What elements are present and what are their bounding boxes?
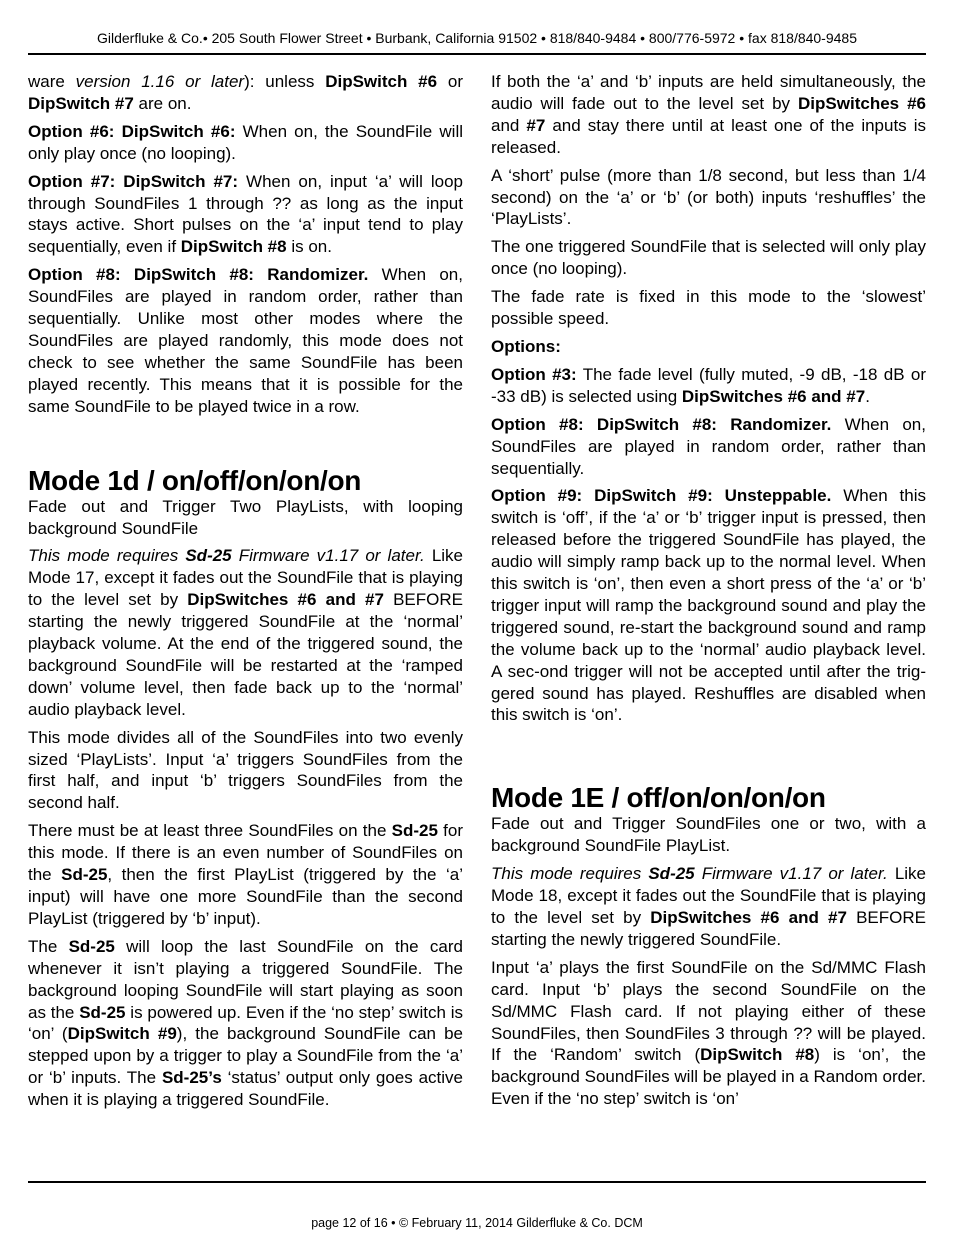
option-8: Option #8: DipSwitch #8: Randomizer. When on, SoundFiles are played in random order, rather than sequentially. Unlike most other modes where the SoundFiles are played randomly, this mode does not check to see whether the same SoundFile has been played recently. This means that it is possible for the same SoundFile to be played twice in a row. (28, 265, 463, 416)
spacer (28, 424, 463, 466)
option-8: Option #8: DipSwitch #8: Randomizer. When on, SoundFiles are played in random order, rather than sequentially. (491, 414, 926, 478)
paragraph: This mode requires Sd-25 Firmware v1.17 or later. Like Mode 17, except it fades out the SoundFile that is playing to the level set by DipSwitches #6 and #7 BEFORE starting the newly triggered SoundFile at the ‘normal’ playback volume. At the end of the triggered sound, the background SoundFile will be restarted at the ‘ramped down’ volume level, then fade back up to the ‘normal’ audio playback level. (28, 546, 463, 719)
paragraph: There must be at least three SoundFiles on the Sd-25 for this mode. If there is an even number of SoundFiles on the Sd-25, then the first PlayList (triggered by the ‘a’ input) will have one more SoundFile than the second PlayList (triggered by ‘b’ input). (28, 821, 464, 928)
page-header: Gilderfluke & Co.• 205 South Flower Street • Burbank, California 91502 • 818/840-9484 • 800/776-5972 • fax 818/840-9485 (97, 30, 857, 46)
right-column (491, 71, 926, 1110)
paragraph: A ‘short’ pulse (more than 1/8 second, but less than 1/4 second) on the ‘a’ or ‘b’ (or both) inputs ‘reshuffles’ the ‘PlayLists’. (491, 165, 926, 229)
left-column (28, 71, 463, 1111)
section-subtitle: Fade out and Trigger SoundFiles one or two, with a background SoundFile PlayList. (491, 814, 926, 856)
option-9: Option #9: DipSwitch #9: Unsteppable. When this switch is ‘off’, if the ‘a’ or ‘b’ trigger input is pressed, then released before the triggered SoundFile has played, the audio will simply ramp back up to the normal level. When this switch is ‘on’, then even a short press of the ‘a’ or ‘b’ trigger input will ramp the background sound and play the triggered sound, re-start the background sound and ramp the volume back up to the ‘normal’ audio playback level. A sec-ond trigger will not be accepted until after the trig-gered sound has played. Reshuffles are disabled when this switch is ‘on’. (491, 486, 926, 725)
header-divider (28, 53, 926, 55)
footer-divider (28, 1181, 926, 1183)
option-3: Option #3: The fade level (fully muted, -9 dB, -18 dB or -33 dB) is selected using DipSwitches #6 and #7. (491, 364, 926, 406)
paragraph: This mode divides all of the SoundFiles into two evenly sized ‘PlayLists’. Input ‘a’ triggers SoundFiles from the first half, and input ‘b’ triggers SoundFiles from the second half. (28, 727, 463, 813)
paragraph: ware version 1.16 or later): unless DipSwitch #6 or DipSwitch #7 are on. (28, 72, 463, 113)
options-heading: Options: (491, 336, 561, 356)
option-7: Option #7: DipSwitch #7: When on, input ‘a’ will loop through SoundFiles 1 through ?? as long as the input stays active. Short pulses on the ‘a’ input tend to play sequentially, even if DipSwitch #8 is on. (28, 171, 463, 257)
page-footer: page 12 of 16 • © February 11, 2014 Gilderfluke & Co. DCM (311, 1216, 643, 1230)
section-title-mode-1d: Mode 1d / on/off/on/on/on (28, 464, 362, 496)
paragraph: The one triggered SoundFile that is selected will only play once (no looping). (491, 237, 926, 279)
paragraph: Input ‘a’ plays the first SoundFile on the Sd/MMC Flash card. Input ‘b’ plays the second SoundFile on the Sd/MMC Flash card. If not playing either of these SoundFiles, then SoundFiles 3 through ?? will be played. If the ‘Random’ switch (DipSwitch #8) is ‘on’, the background SoundFiles will be played in a Random order. Even if the ‘no step’ switch is ‘on’ (491, 957, 926, 1109)
section-title-mode-1e: Mode 1E / off/on/on/on/on (491, 782, 826, 814)
paragraph: The Sd-25 will loop the last SoundFile on the card whenever it isn’t playing a triggered SoundFile. The background looping SoundFile will start playing as soon as the Sd-25 is powered up. Even if the ‘no step’ switch is ‘on’ (DipSwitch #9), the background SoundFile can be stepped upon by a trigger to play a SoundFile from the ‘a’ or ‘b’ inputs. The Sd-25’s ‘status’ output only goes active when it is playing a triggered SoundFile. (28, 936, 463, 1110)
paragraph: The fade rate is fixed in this mode to the ‘slowest’ possible speed. (491, 287, 926, 329)
section-subtitle: Fade out and Trigger Two PlayLists, with looping background SoundFile (28, 496, 463, 538)
paragraph: This mode requires Sd-25 Firmware v1.17 or later. Like Mode 18, except it fades out the SoundFile that is playing to the level set by DipSwitches #6 and #7 BEFORE starting the newly triggered SoundFile. (491, 864, 926, 949)
spacer (491, 732, 926, 783)
option-6: Option #6: DipSwitch #6: When on, the SoundFile will only play once (no looping). (28, 121, 463, 163)
paragraph: If both the ‘a’ and ‘b’ inputs are held simultaneously, the audio will fade out to the level set by DipSwitches #6 and #7 and stay there until at least one of the inputs is released. (491, 72, 926, 157)
